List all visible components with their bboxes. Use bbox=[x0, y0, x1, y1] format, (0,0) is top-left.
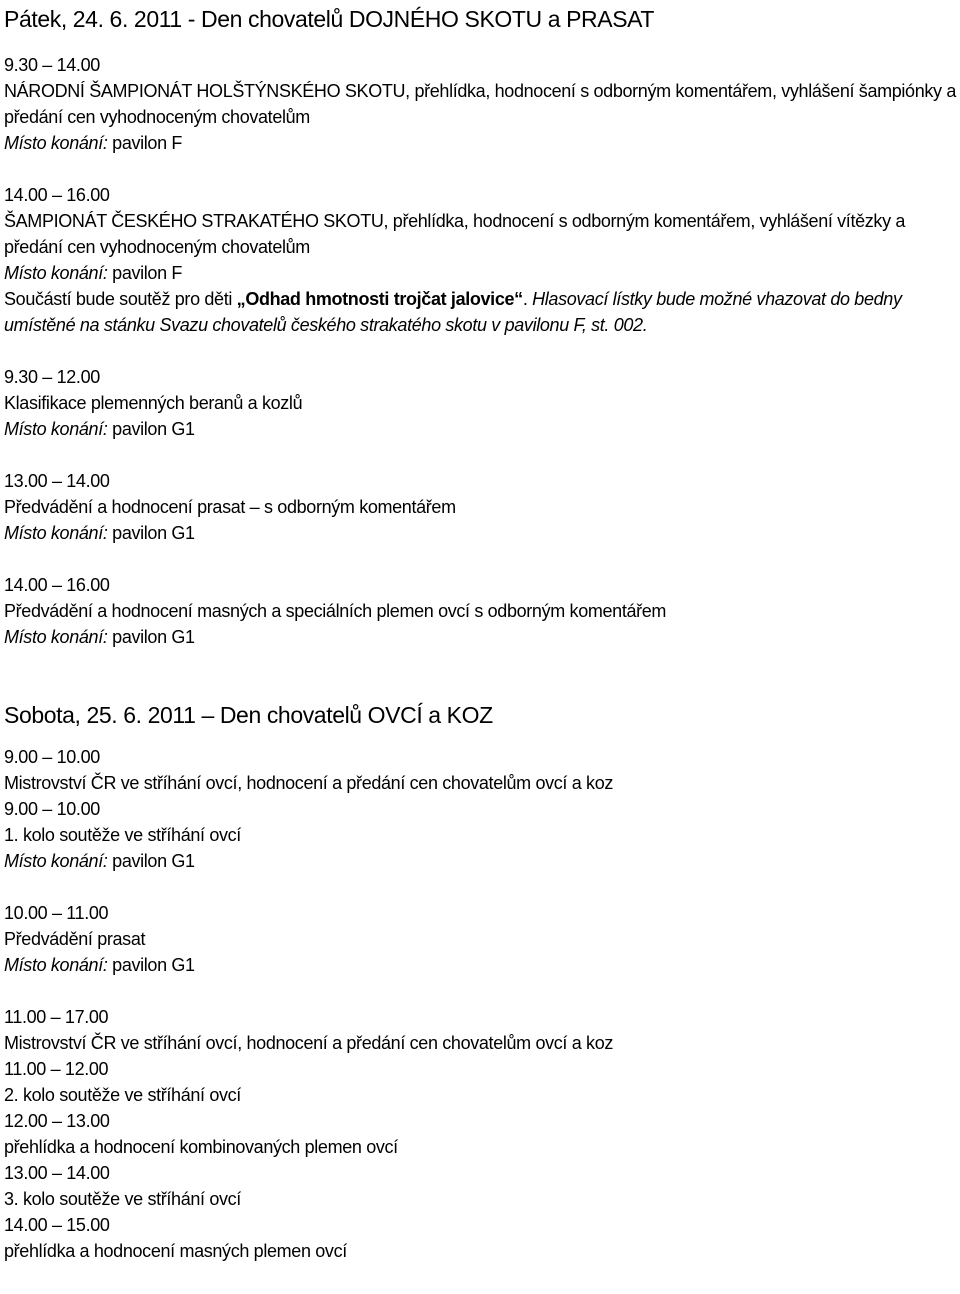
event-venue bbox=[4, 416, 956, 442]
event-sheep-breeds-presentation bbox=[4, 572, 956, 650]
venue-value: pavilon G1 bbox=[107, 627, 195, 647]
event-time: 9.30 – 12.00 bbox=[4, 367, 100, 387]
sub-event-time: 9.00 – 10.00 bbox=[4, 799, 100, 819]
note-ballot-info: Hlasovací lístky bude možné vhazovat do bedny umístěné na stánku Svazu chovatelů českého strakatého skotu v pavilonu F, st. 002. bbox=[4, 289, 902, 335]
event-note bbox=[4, 286, 956, 338]
event-time: 14.00 – 16.00 bbox=[4, 575, 110, 595]
note-contest-name: „Odhad hmotnosti trojčat jalovice“ bbox=[236, 289, 523, 309]
event-time: 9.00 – 10.00 bbox=[4, 747, 100, 767]
venue-value: pavilon F bbox=[107, 263, 183, 283]
note-prefix: Součástí bude soutěž pro děti bbox=[4, 289, 237, 309]
venue-label: Místo konání: bbox=[4, 133, 108, 153]
event-venue bbox=[4, 952, 956, 978]
day2-heading: Sobota, 25. 6. 2011 – Den chovatelů OVCÍ a KOZ bbox=[4, 702, 493, 728]
event-time: 9.30 – 14.00 bbox=[4, 55, 100, 75]
event-title: Předvádění a hodnocení prasat – s odborným komentářem bbox=[4, 497, 456, 517]
event-venue bbox=[4, 624, 956, 650]
venue-value: pavilon G1 bbox=[107, 523, 195, 543]
day1-heading: Pátek, 24. 6. 2011 - Den chovatelů DOJNÉHO SKOTU a PRASAT bbox=[4, 6, 655, 32]
event-shearing-championship-1 bbox=[4, 744, 956, 874]
sub-event-title: 2. kolo soutěže ve stříhání ovcí bbox=[4, 1085, 241, 1105]
venue-value: pavilon G1 bbox=[107, 851, 195, 871]
sub-event-title: 3. kolo soutěže ve stříhání ovcí bbox=[4, 1189, 241, 1209]
sub-event-time: 12.00 – 13.00 bbox=[4, 1111, 110, 1131]
sub-event-title: 1. kolo soutěže ve stříhání ovcí bbox=[4, 825, 241, 845]
event-shearing-championship-2 bbox=[4, 1004, 956, 1264]
sub-event-time: 11.00 – 12.00 bbox=[4, 1059, 109, 1079]
sub-event-time: 14.00 – 15.00 bbox=[4, 1215, 110, 1235]
venue-label: Místo konání: bbox=[4, 627, 108, 647]
venue-label: Místo konání: bbox=[4, 955, 108, 975]
note-dot: . bbox=[522, 289, 533, 309]
event-venue bbox=[4, 520, 956, 546]
event-time: 14.00 – 16.00 bbox=[4, 185, 110, 205]
event-title: Předvádění a hodnocení masných a speciálních plemen ovcí s odborným komentářem bbox=[4, 601, 667, 621]
program-document bbox=[4, 0, 956, 1264]
event-venue bbox=[4, 130, 956, 156]
event-title: Předvádění prasat bbox=[4, 929, 146, 949]
event-time: 11.00 – 17.00 bbox=[4, 1007, 109, 1027]
event-pig-presentation bbox=[4, 468, 956, 546]
event-ram-classification bbox=[4, 364, 956, 442]
event-time: 13.00 – 14.00 bbox=[4, 471, 110, 491]
event-title: Mistrovství ČR ve stříhání ovcí, hodnocení a předání cen chovatelům ovcí a koz bbox=[4, 1033, 614, 1053]
venue-label: Místo konání: bbox=[4, 419, 108, 439]
event-holstein-championship bbox=[4, 52, 956, 156]
event-title: Klasifikace plemenných beranů a kozlů bbox=[4, 393, 303, 413]
sub-event-title: přehlídka a hodnocení masných plemen ovcí bbox=[4, 1241, 347, 1261]
venue-value: pavilon F bbox=[107, 133, 183, 153]
event-venue bbox=[4, 260, 956, 286]
venue-label: Místo konání: bbox=[4, 523, 108, 543]
event-time: 10.00 – 11.00 bbox=[4, 903, 109, 923]
event-venue bbox=[4, 848, 956, 874]
event-pig-showing bbox=[4, 900, 956, 978]
event-title: Mistrovství ČR ve stříhání ovcí, hodnocení a předání cen chovatelům ovcí a koz bbox=[4, 773, 614, 793]
venue-label: Místo konání: bbox=[4, 263, 108, 283]
venue-value: pavilon G1 bbox=[107, 419, 195, 439]
venue-value: pavilon G1 bbox=[107, 955, 195, 975]
sub-event-title: přehlídka a hodnocení kombinovaných plemen ovcí bbox=[4, 1137, 398, 1157]
event-title: ŠAMPIONÁT ČESKÉHO STRAKATÉHO SKOTU, přehlídka, hodnocení s odborným komentářem, vyhlášení vítězky a předání cen vyhodnoceným chovatelům bbox=[4, 211, 906, 257]
sub-event-time: 13.00 – 14.00 bbox=[4, 1163, 110, 1183]
event-title: NÁRODNÍ ŠAMPIONÁT HOLŠTÝNSKÉHO SKOTU, přehlídka, hodnocení s odborným komentářem, vyhlášení šampiónky a předání cen vyhodnoceným chovatelům bbox=[4, 81, 956, 127]
venue-label: Místo konání: bbox=[4, 851, 108, 871]
event-czech-fleckvieh-championship bbox=[4, 182, 956, 338]
